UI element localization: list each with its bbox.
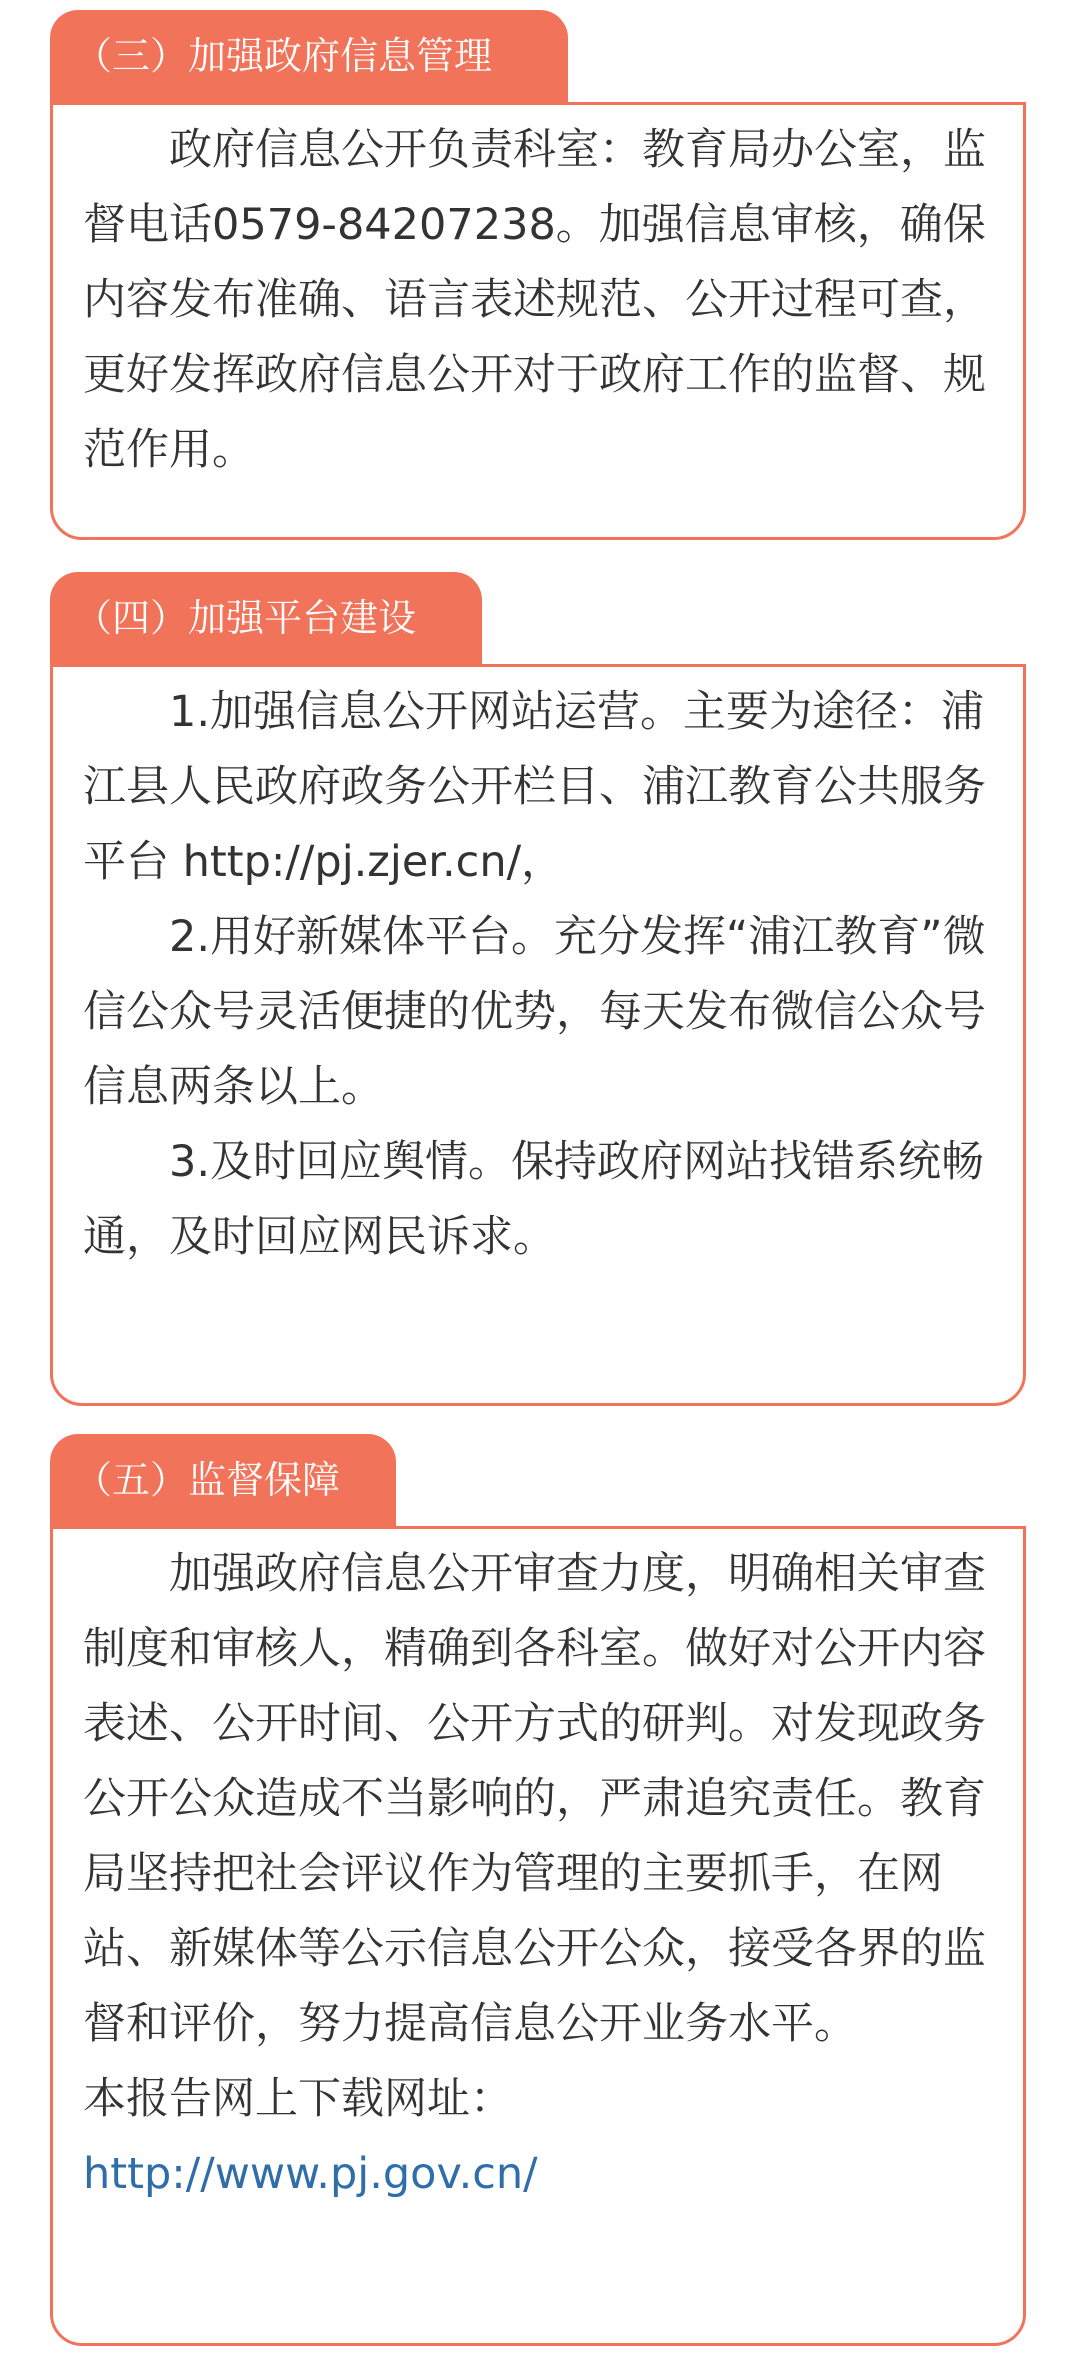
- section-4-paragraph-2: 2.用好新媒体平台。充分发挥“浦江教育”微信公众号灵活便捷的优势，每天发布微信公众号信息两条以上。: [83, 912, 986, 1112]
- section-5-paragraph: 加强政府信息公开审查力度，明确相关审查制度和审核人，精确到各科室。做好对公开内容表述、公开时间、公开方式的研判。对发现政务公开公众造成不当影响的，严肃追究责任。教育局坚持把社会评议作为管理的主要抓手，在网站、新媒体等公示信息公开公众，接受各界的监督和评价，努力提高信息公开业务水平。: [83, 1549, 986, 2049]
- section-3-paragraph: 政府信息公开负责科室：教育局办公室，监督电话0579-84207238。加强信息审核，确保内容发布准确、语言表述规范、公开过程可查，更好发挥政府信息公开对于政府工作的监督、规范作用。: [83, 125, 986, 475]
- section-3-card: [50, 102, 1026, 540]
- section-5-title: （五）监督保障: [50, 1434, 396, 1526]
- section-4-title: （四）加强平台建设: [50, 572, 482, 664]
- section-3-title: （三）加强政府信息管理: [50, 10, 568, 102]
- section-4-paragraph-1: 1.加强信息公开网站运营。主要为途径：浦江县人民政府政务公开栏目、浦江教育公共服务平台 http://pj.zjer.cn/，: [83, 687, 986, 887]
- download-link[interactable]: http://www.pj.gov.cn/: [83, 2149, 538, 2199]
- section-4-paragraph-3: 3.及时回应舆情。保持政府网站找错系统畅通，及时回应网民诉求。: [83, 1137, 985, 1262]
- section-5-card: [50, 1526, 1026, 2346]
- download-label: 本报告网上下载网址：: [83, 2074, 513, 2124]
- section-4-card: [50, 664, 1026, 1406]
